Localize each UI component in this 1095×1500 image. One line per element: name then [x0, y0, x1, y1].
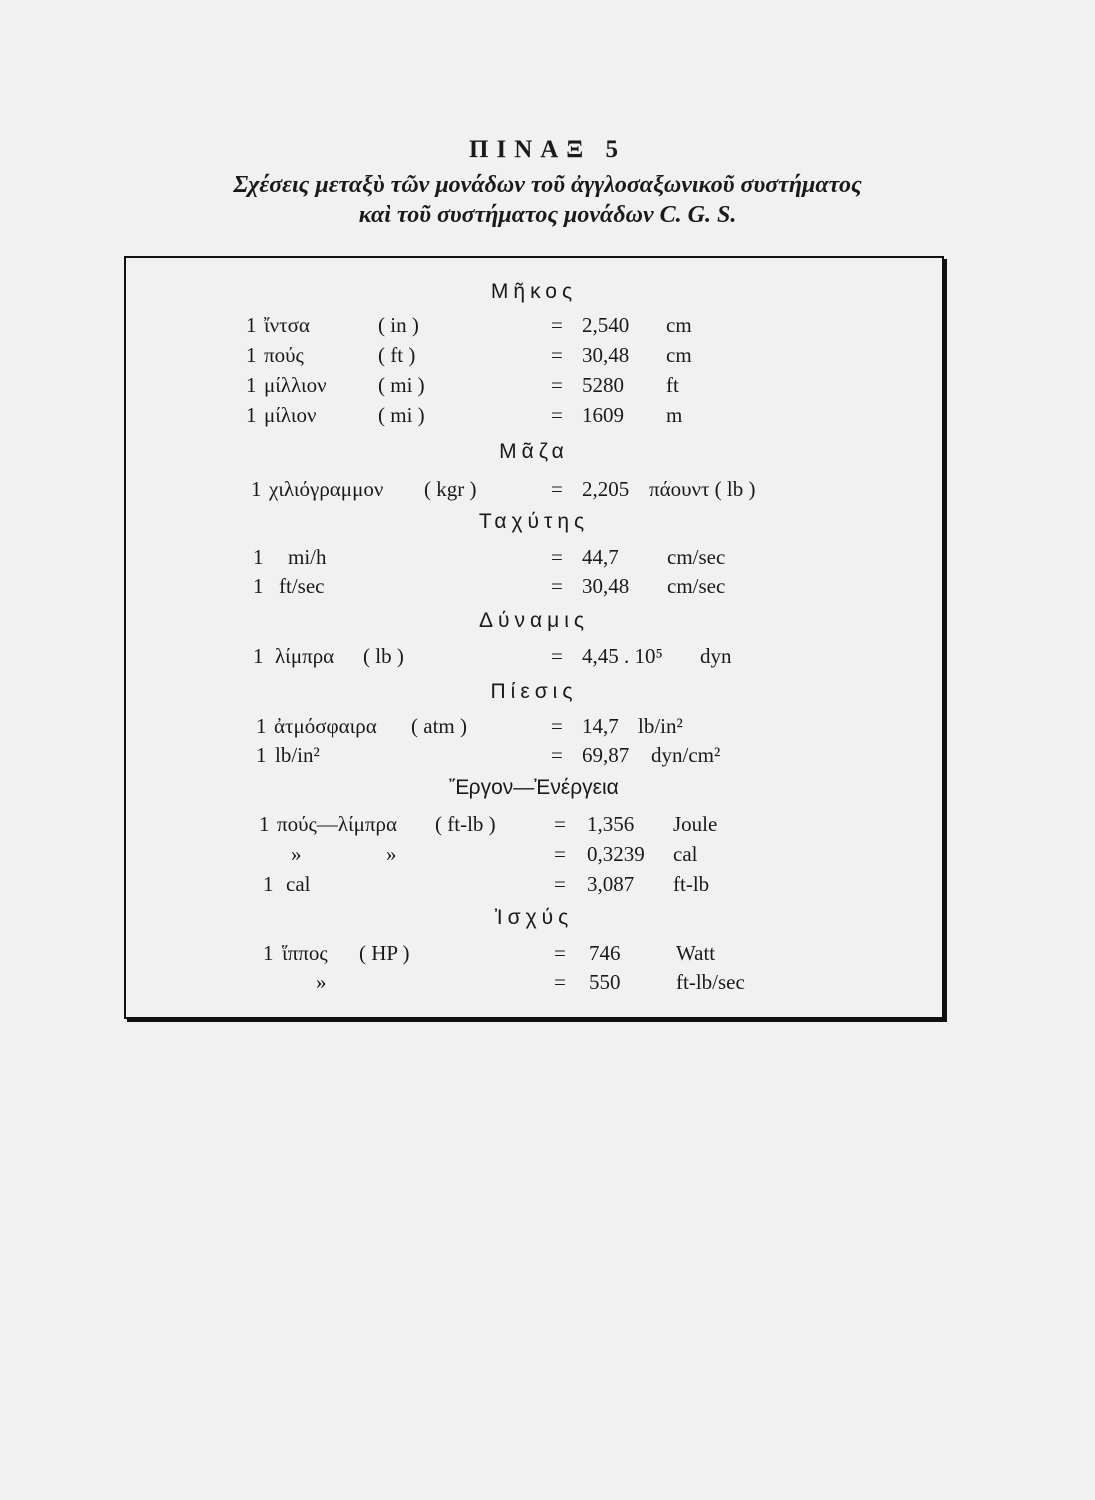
section-heading-work-energy: Ἔργον—Ἐνέργεια [449, 776, 619, 799]
page-subtitle-line-1: Σχέσεις μεταξὺ τῶν μονάδων τοῦ ἀγγλοσαξωνικοῦ συστήματος [233, 172, 862, 198]
row-count: 1 [246, 403, 257, 427]
row-unit-abbr: ( mi ) [378, 373, 425, 397]
row-unit-abbr: ( lb ) [363, 644, 404, 668]
section-heading-power: Ἰσχύς [494, 906, 574, 929]
row-unit-name: ἵππος [282, 941, 328, 965]
row-target-unit: ft-lb/sec [676, 970, 745, 994]
row-equals: = [551, 545, 563, 569]
row-count: 1 [263, 872, 274, 896]
row-count: 1 [256, 714, 267, 738]
row-unit-name: πούς—λίμπρα [277, 812, 397, 836]
row-unit-name: μίλιον [264, 403, 317, 427]
row-unit-abbr: ( kgr ) [424, 477, 477, 501]
conversion-table [124, 256, 944, 1019]
row-target-unit: cal [673, 842, 698, 866]
row-target-unit: dyn [700, 644, 732, 668]
row-equals: = [554, 812, 566, 836]
row-target-unit: cm [666, 343, 692, 367]
row-value: 3,087 [587, 872, 635, 896]
row-equals: = [551, 403, 563, 427]
row-count: 1 [259, 812, 270, 836]
row-unit-name: ἀτμόσφαιρα [274, 714, 377, 738]
row-value: 5280 [582, 373, 624, 397]
row-value: 4,45 . 10⁵ [582, 644, 663, 668]
row-count: 1 [263, 941, 274, 965]
row-equals: = [554, 872, 566, 896]
row-target-unit: dyn/cm² [651, 743, 721, 767]
row-unit-abbr: ( HP ) [359, 941, 410, 965]
row-unit-abbr: ( atm ) [411, 714, 467, 738]
row-equals: = [554, 970, 566, 994]
row-value: 30,48 [582, 574, 630, 598]
row-value: 2,540 [582, 313, 630, 337]
row-equals: = [554, 941, 566, 965]
row-target-unit: Watt [676, 941, 716, 965]
row-unit-name: ft/sec [279, 574, 325, 598]
page-title: ΠΙΝΑΞ 5 [469, 136, 626, 163]
row-value: 30,48 [582, 343, 630, 367]
row-unit-abbr: ( ft ) [378, 343, 416, 367]
row-unit-name: λίμπρα [275, 644, 335, 668]
row-unit-abbr: ( mi ) [378, 403, 425, 427]
row-target-unit: πάουντ ( lb ) [649, 477, 756, 501]
section-heading-force: Δύναμις [478, 609, 590, 632]
row-equals: = [551, 743, 563, 767]
row-target-unit: lb/in² [638, 714, 683, 738]
row-unit-name: mi/h [288, 545, 327, 569]
row-unit-abbr: ( in ) [378, 313, 419, 337]
row-equals: = [551, 574, 563, 598]
row-value: 0,3239 [587, 842, 645, 866]
row-target-unit: ft [666, 373, 679, 397]
row-value: 1,356 [587, 812, 635, 836]
row-equals: = [554, 842, 566, 866]
row-unit-name: cal [286, 872, 311, 896]
row-value: 14,7 [582, 714, 619, 738]
row-value: 1609 [582, 403, 624, 427]
row-equals: = [551, 714, 563, 738]
row-count: 1 [253, 644, 264, 668]
row-target-unit: m [666, 403, 683, 427]
section-heading-speed: Ταχύτης [478, 510, 590, 533]
row-unit-name: lb/in² [275, 743, 320, 767]
row-ditto-mark: » [386, 842, 397, 866]
row-value: 69,87 [582, 743, 630, 767]
row-ditto-mark: » [316, 970, 327, 994]
row-unit-name: χιλιόγραμμον [269, 477, 384, 501]
row-equals: = [551, 644, 563, 668]
row-count: 1 [256, 743, 267, 767]
row-value: 746 [589, 941, 621, 965]
row-unit-name: μίλλιον [264, 373, 327, 397]
row-target-unit: cm/sec [667, 574, 726, 598]
row-value: 550 [589, 970, 621, 994]
row-equals: = [551, 313, 563, 337]
row-count: 1 [251, 477, 262, 501]
row-unit-name: πούς [264, 343, 304, 367]
row-count: 1 [246, 343, 257, 367]
section-heading-mass: Μᾶζα [499, 440, 569, 463]
row-value: 2,205 [582, 477, 630, 501]
row-unit-abbr: ( ft-lb ) [435, 812, 496, 836]
section-heading-pressure: Πίεσις [490, 680, 578, 703]
row-target-unit: cm/sec [667, 545, 726, 569]
row-equals: = [551, 477, 563, 501]
row-ditto-mark: » [291, 842, 302, 866]
row-unit-name: ἴντσα [264, 313, 310, 337]
row-equals: = [551, 373, 563, 397]
row-count: 1 [246, 313, 257, 337]
row-target-unit: cm [666, 313, 692, 337]
row-equals: = [551, 343, 563, 367]
row-target-unit: ft-lb [673, 872, 710, 896]
row-count: 1 [253, 545, 264, 569]
row-target-unit: Joule [673, 812, 718, 836]
section-heading-length: Μῆκος [490, 280, 578, 303]
row-value: 44,7 [582, 545, 619, 569]
page-subtitle-line-2: καὶ τοῦ συστήματος μονάδων C. G. S. [358, 202, 737, 228]
row-count: 1 [246, 373, 257, 397]
row-count: 1 [253, 574, 264, 598]
